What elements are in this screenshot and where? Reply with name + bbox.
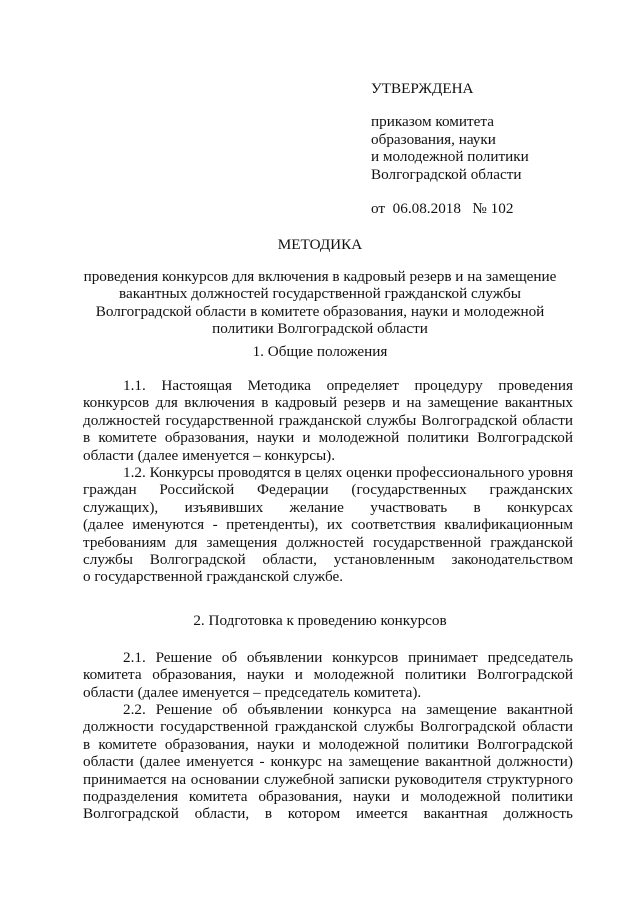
text-line: комитета образования, науки и молодежной политики Волгоградской (83, 666, 573, 684)
section-2-heading: 2. Подготовка к проведению конкурсов (193, 612, 447, 629)
text-line: принимается на основании служебной записки руководителя структурного (83, 770, 573, 788)
text-line: Волгоградской области, в котором имеется вакантная должность (83, 805, 573, 823)
order-line: и молодежной политики (371, 148, 529, 166)
document-subtitle (60, 268, 580, 338)
text-line: 2.1. Решение об объявлении конкурсов принимает председатель (123, 649, 573, 666)
document-title: МЕТОДИКА (277, 236, 363, 253)
order-line: Волгоградской области (371, 165, 522, 183)
paragraph-2-2 (83, 701, 573, 823)
subtitle-line: Волгоградской области в комитете образования, науки и молодежной (95, 302, 545, 320)
paragraph-1-1 (83, 377, 573, 464)
text-line: области (далее именуется – председатель комитета). (83, 683, 422, 701)
order-reference (371, 200, 611, 217)
text-line: 1.2. Конкурсы проводятся в целях оценки профессионального уровня (123, 464, 574, 481)
order-date: 06.08.2018 (392, 200, 461, 218)
approved-label: УТВЕРЖДЕНА (371, 80, 474, 97)
order-number: № 102 (472, 200, 514, 218)
order-from-label: от (371, 200, 386, 218)
text-line: в комитете образования, науки и молодежной политики Волгоградской (83, 735, 573, 753)
section-1-heading: 1. Общие положения (252, 343, 388, 360)
subtitle-line: проведения конкурсов для включения в кадровый резерв и на замещение (83, 268, 557, 285)
text-line: в комитете образования, науки и молодежной политики Волгоградской (83, 429, 573, 447)
text-line: о государственной гражданской службе. (83, 568, 344, 586)
subtitle-line: политики Волгоградской области (212, 320, 428, 338)
paragraph-2-1 (83, 649, 573, 701)
text-line: должности государственной гражданской службы Волгоградской области (83, 718, 573, 736)
text-line: 1.1. Настоящая Методика определяет процедуру проведения (123, 377, 573, 394)
text-line: граждан Российской Федерации (государственных гражданских (83, 481, 573, 499)
text-line: области (далее именуется – конкурсы). (83, 446, 336, 464)
text-line: конкурсов для включения в кадровый резерв и на замещение вакантных (83, 394, 573, 412)
text-line: должностей государственной гражданской службы Волгоградской области (83, 411, 573, 429)
text-line: области (далее именуется - конкурс на замещение вакантной должности) (83, 753, 573, 771)
text-line: служащих), изъявивших желание участвовать в конкурсах (83, 498, 573, 516)
order-line: приказом комитета (371, 113, 494, 131)
text-line: требованиям для замещения должностей государственной гражданской (83, 533, 573, 551)
text-line: службы Волгоградской области, установленным законодательством (83, 550, 573, 568)
text-line: подразделения комитета образования, науки и молодежной политики (83, 787, 573, 805)
subtitle-line: вакантных должностей государственной гражданской службы (119, 285, 521, 303)
text-line: (далее именуются - претенденты), их соответствия квалификационным (83, 516, 573, 534)
text-line: 2.2. Решение об объявлении конкурса на замещение вакантной (123, 701, 573, 718)
order-line: образования, науки (371, 130, 496, 148)
approval-stamp-block (371, 80, 611, 217)
paragraph-1-2 (83, 464, 573, 586)
